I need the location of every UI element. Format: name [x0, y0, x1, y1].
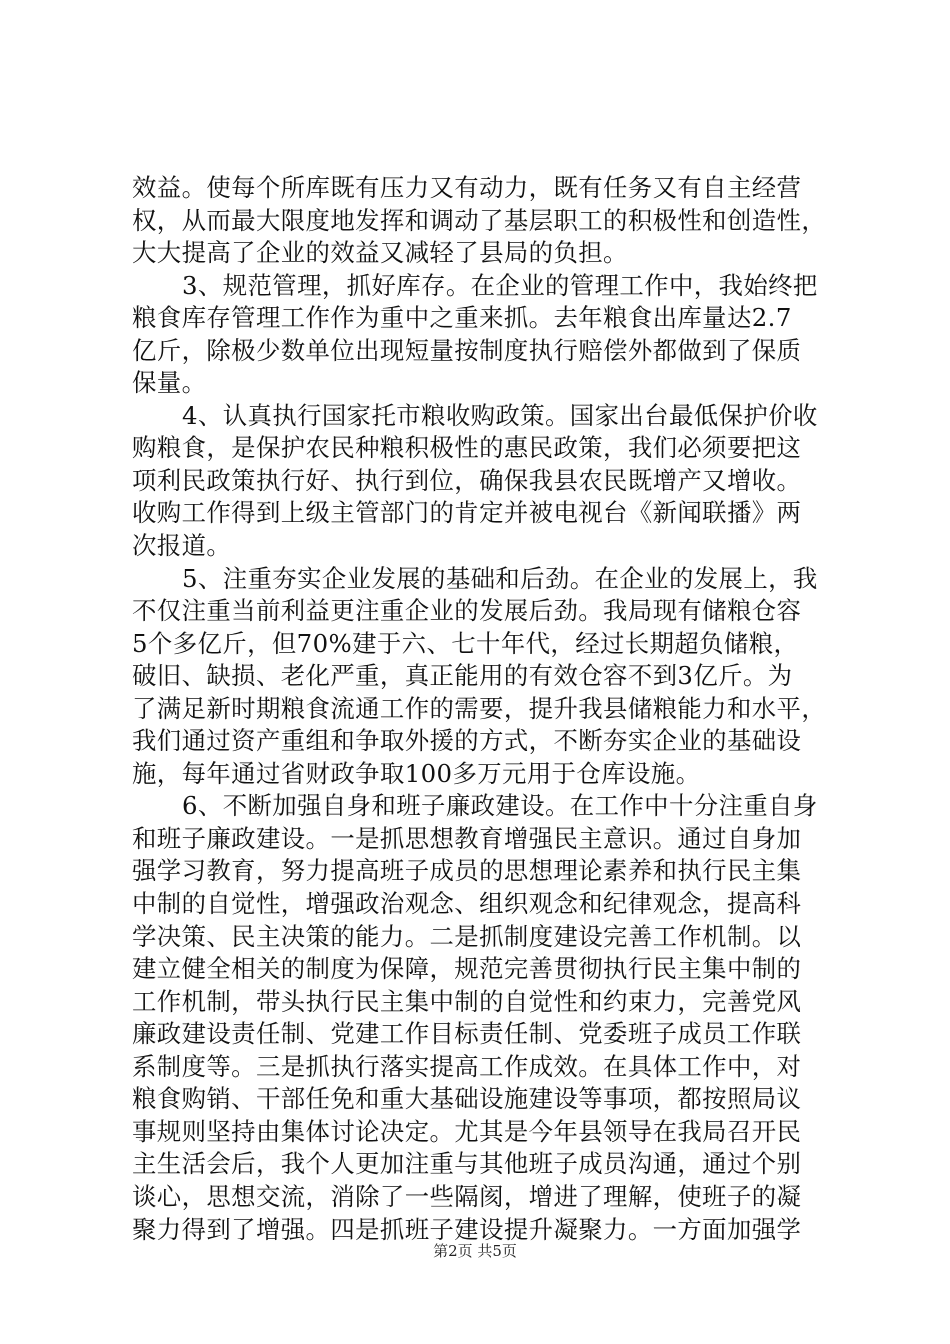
text-line: 破旧、缺损、老化严重，真正能用的有效仓容不到3亿斤。为 [132, 661, 793, 691]
document-body [132, 172, 832, 1246]
text-line: 粮食库存管理工作作为重中之重来抓。去年粮食出库量达2.7 [132, 303, 792, 333]
text-line: 项利民政策执行好、执行到位，确保我县农民既增产又增收。 [132, 465, 802, 495]
text-line: 收购工作得到上级主管部门的肯定并被电视台《新闻联播》两 [132, 498, 802, 528]
text-line: 权，从而最大限度地发挥和调动了基层职工的积极性和创造性， [132, 205, 827, 235]
text-line: 5、注重夯实企业发展的基础和后劲。在企业的发展上，我 [182, 563, 818, 593]
text-line: 和班子廉政建设。一是抓思想教育增强民主意识。通过自身加 [132, 823, 802, 853]
text-line: 施，每年通过省财政争取100多万元用于仓库设施。 [132, 758, 701, 788]
text-line: 中制的自觉性，增强政治观念、组织观念和纪律观念，提高科 [132, 889, 802, 919]
text-line: 亿斤，除极少数单位出现短量按制度执行赔偿外都做到了保质 [132, 335, 802, 365]
text-line: 谈心，思想交流，消除了一些隔阂，增进了理解，使班子的凝 [132, 1181, 802, 1211]
text-line: 系制度等。三是抓执行落实提高工作成效。在具体工作中，对 [132, 1051, 802, 1081]
text-line: 主生活会后，我个人更加注重与其他班子成员沟通，通过个别 [132, 1149, 802, 1179]
text-line: 6、不断加强自身和班子廉政建设。在工作中十分注重自身 [182, 791, 818, 821]
text-line: 购粮食，是保护农民种粮积极性的惠民政策，我们必须要把这 [132, 433, 802, 463]
text-line: 我们通过资产重组和争取外援的方式，不断夯实企业的基础设 [132, 726, 802, 756]
text-line: 效益。使每个所库既有压力又有动力，既有任务又有自主经营 [132, 173, 802, 202]
text-line: 强学习教育，努力提高班子成员的思想理论素养和执行民主集 [132, 856, 802, 886]
text-line: 了满足新时期粮食流通工作的需要，提升我县储粮能力和水平， [132, 693, 827, 723]
text-line: 建立健全相关的制度为保障，规范完善贯彻执行民主集中制的 [132, 954, 802, 984]
text-line: 事规则坚持由集体讨论决定。尤其是今年县领导在我局召开民 [132, 1116, 802, 1146]
text-line: 粮食购销、干部任免和重大基础设施建设等事项，都按照局议 [132, 1084, 802, 1114]
text-line: 聚力得到了增强。四是抓班子建设提升凝聚力。一方面加强学 [132, 1214, 802, 1244]
text-line: 大大提高了企业的效益又减轻了县局的负担。 [132, 238, 628, 268]
text-line: 不仅注重当前利益更注重企业的发展后劲。我局现有储粮仓容 [132, 596, 802, 626]
text-line: 5个多亿斤，但70%建于六、七十年代，经过长期超负储粮， [132, 628, 799, 658]
page-footer: 第2页 共5页 [433, 1242, 517, 1260]
text-line: 4、认真执行国家托市粮收购政策。国家出台最低保护价收 [182, 400, 818, 430]
text-line: 廉政建设责任制、党建工作目标责任制、党委班子成员工作联 [132, 1019, 802, 1049]
text-line: 保量。 [132, 368, 207, 398]
text-line: 学决策、民主决策的能力。二是抓制度建设完善工作机制。以 [132, 921, 802, 951]
text-line: 工作机制，带头执行民主集中制的自觉性和约束力，完善党风 [132, 986, 802, 1016]
text-line: 次报道。 [132, 531, 232, 561]
text-line: 3、规范管理，抓好库存。在企业的管理工作中，我始终把 [182, 270, 818, 300]
